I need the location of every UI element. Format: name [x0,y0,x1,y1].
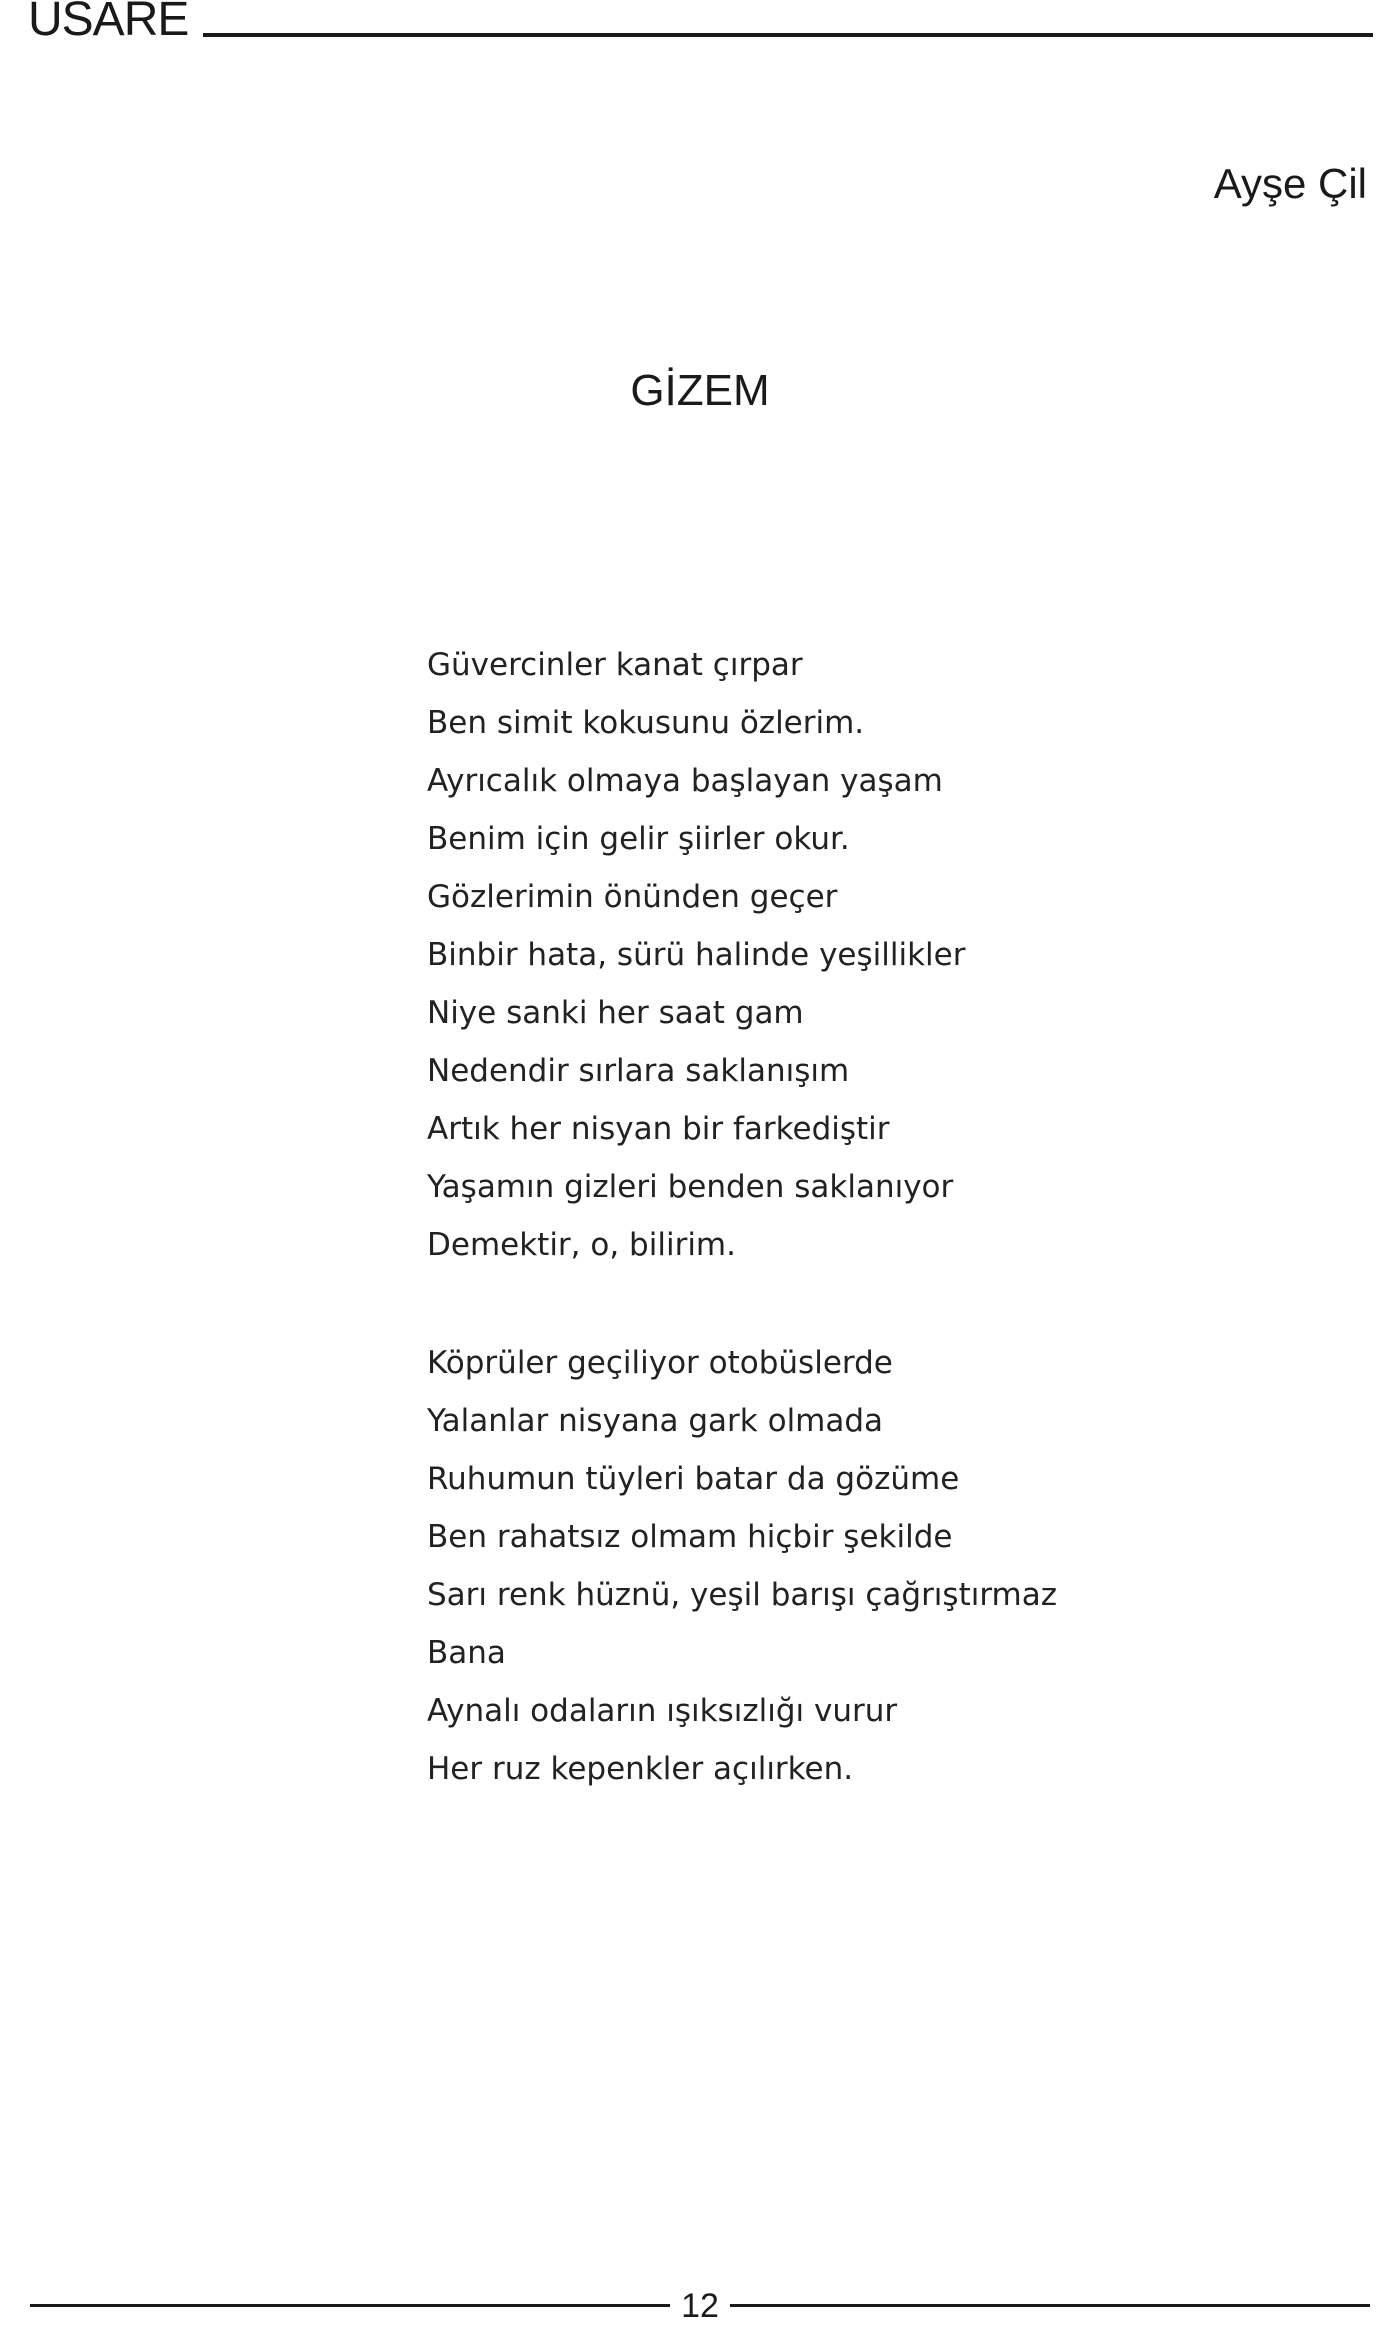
poem-line: Gözlerimin önünden geçer [427,879,838,915]
header-rule [203,33,1373,37]
poem-line: Her ruz kepenkler açılırken. [427,1751,854,1787]
poem-line: Ayrıcalık olmaya başlayan yaşam [427,763,943,799]
poem-line: Benim için gelir şiirler okur. [427,821,850,857]
footer-rule-right [730,2304,1370,2307]
stanza-2 [427,1334,1057,1798]
poem-line: Bana [427,1635,506,1671]
poem-line: Ruhumun tüyleri batar da gözüme [427,1461,960,1497]
poem-line: Binbir hata, sürü halinde yeşillikler [427,937,966,973]
poem-line: Yalanlar nisyana gark olmada [427,1403,884,1439]
page-footer [30,2286,1370,2326]
poem-line: Güvercinler kanat çırpar [427,647,803,683]
poem-line: Sarı renk hüznü, yeşil barışı çağrıştırmaz [427,1577,1058,1613]
poem-title: GİZEM [630,366,770,415]
stanza-1 [427,636,966,1274]
poem-line: Artık her nisyan bir farkediştir [427,1111,890,1147]
poem-line: Yaşamın gizleri benden saklanıyor [427,1169,954,1205]
poem-line: Niye sanki her saat gam [427,995,804,1031]
poem-line: Ben simit kokusunu özlerim. [427,705,865,741]
poem-line: Aynalı odaların ışıksızlığı vurur [427,1693,898,1729]
author-name: Ayşe Çil [1213,160,1367,207]
poem-line: Köprüler geçiliyor otobüslerde [427,1345,893,1381]
poem-line: Demektir, o, bilirim. [427,1227,736,1263]
poem-line: Ben rahatsız olmam hiçbir şekilde [427,1519,953,1555]
magazine-name: USARE [28,0,189,46]
page-number: 12 [681,2287,719,2325]
page-header [28,0,1373,46]
poem-line: Nedendir sırlara saklanışım [427,1053,850,1089]
